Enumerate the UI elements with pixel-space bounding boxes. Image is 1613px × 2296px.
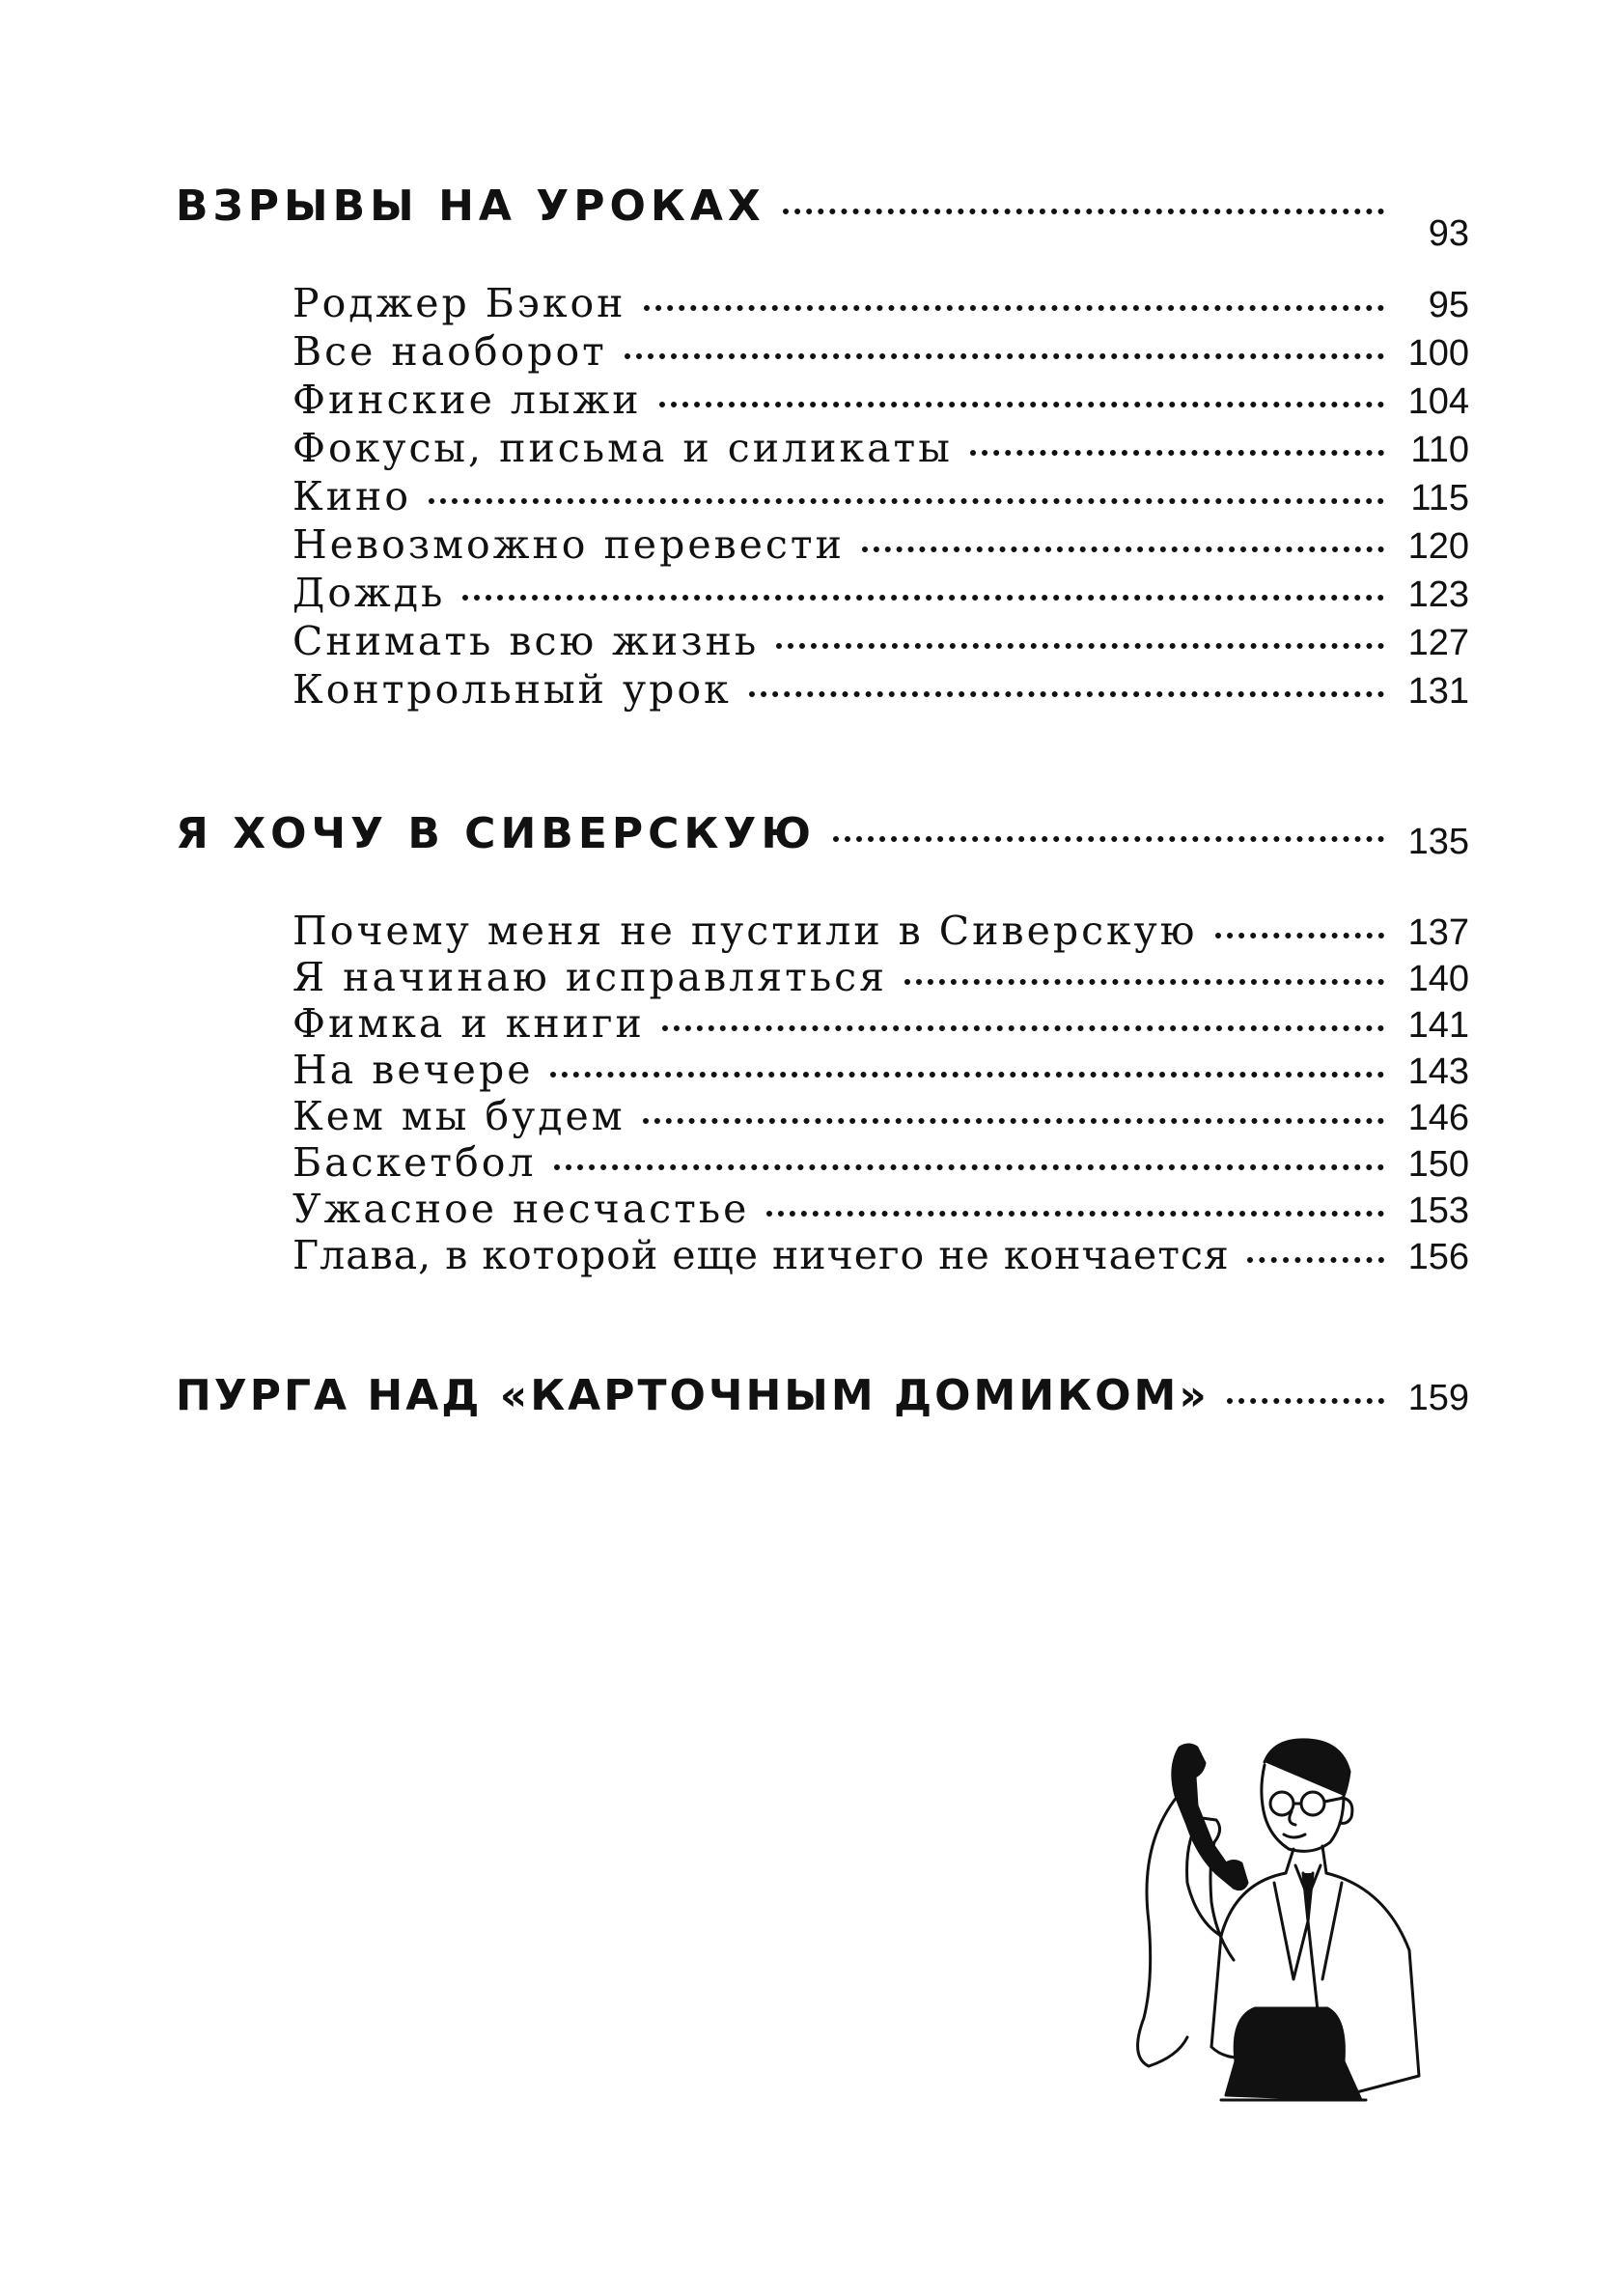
page-number: 93 [1428, 213, 1469, 254]
page-number: 141 [1407, 1005, 1469, 1046]
entry-title: На вечере [292, 1047, 534, 1093]
entry-title: Глава, в которой еще ничего не кончается [292, 1232, 1230, 1278]
toc-entry [292, 1232, 1469, 1278]
dot-leader [659, 402, 1384, 407]
toc-entry [292, 1139, 1469, 1186]
dot-leader [550, 1072, 1384, 1078]
toc-entry [292, 954, 1469, 1000]
entry-title: Я начинаю исправляться [292, 954, 887, 1000]
entry-title: Кем мы будем [292, 1093, 626, 1139]
dot-leader [783, 209, 1384, 214]
section-heading [176, 1371, 1469, 1439]
section-heading [176, 182, 1469, 254]
toc-entry [292, 1093, 1469, 1139]
toc-entry [292, 280, 1469, 326]
dot-leader [904, 979, 1384, 985]
section-title: ВЗРЫВЫ НА УРОКАХ [176, 182, 765, 231]
page-number: 95 [1428, 285, 1469, 325]
page-number: 135 [1407, 822, 1469, 862]
page-number: 146 [1407, 1098, 1469, 1138]
dot-leader [462, 595, 1384, 601]
page-number: 115 [1410, 478, 1469, 518]
dot-leader [833, 836, 1384, 842]
page-number: 123 [1407, 574, 1469, 615]
dot-leader [776, 643, 1384, 649]
toc-entry [292, 377, 1469, 423]
entry-title: Фокусы, письма и силикаты [292, 425, 953, 471]
toc-entry [292, 570, 1469, 616]
entry-title: Роджер Бэкон [292, 280, 626, 326]
dot-leader [766, 1211, 1384, 1217]
dot-leader [970, 450, 1384, 456]
dot-leader [644, 305, 1384, 311]
toc-entry [292, 473, 1469, 519]
toc-entry [292, 1186, 1469, 1232]
toc-entry [292, 666, 1469, 713]
man-on-telephone-icon [1120, 1728, 1438, 2143]
page-number: 127 [1407, 623, 1469, 663]
section-title: Я ХОЧУ В СИВЕРСКУЮ [176, 809, 816, 858]
page-number: 156 [1407, 1237, 1469, 1277]
section-heading [176, 809, 1469, 877]
toc-entry [292, 908, 1469, 954]
toc-entry [292, 618, 1469, 664]
dot-leader [749, 691, 1384, 697]
entry-title: Кино [292, 473, 412, 519]
entry-title: Финские лыжи [292, 377, 642, 423]
entry-title: Контрольный урок [292, 666, 732, 713]
entry-title: Снимать всю жизнь [292, 618, 760, 664]
page-number: 150 [1407, 1144, 1469, 1185]
entry-title: Баскетбол [292, 1139, 537, 1186]
page-number: 140 [1407, 959, 1469, 999]
page-number: 153 [1407, 1190, 1469, 1231]
page-number: 159 [1407, 1378, 1469, 1418]
page-number: 143 [1407, 1051, 1469, 1092]
dot-leader [662, 1025, 1384, 1031]
dot-leader [625, 353, 1384, 359]
entry-title: Ужасное несчастье [292, 1186, 750, 1232]
entry-title: Почему меня не пустили в Сиверскую [292, 908, 1198, 954]
dot-leader [1247, 1257, 1384, 1263]
toc-entry [292, 521, 1469, 568]
toc-entry [292, 425, 1469, 471]
page-number: 100 [1407, 333, 1469, 374]
toc-entry [292, 328, 1469, 375]
dot-leader [554, 1164, 1384, 1170]
dot-leader [1227, 1398, 1384, 1404]
section-title: ПУРГА НАД «КАРТОЧНЫМ ДОМИКОМ» [176, 1371, 1210, 1420]
dot-leader [862, 546, 1384, 552]
dot-leader [1215, 933, 1385, 938]
page-number: 131 [1407, 671, 1469, 712]
entry-title: Невозможно перевести [292, 521, 845, 568]
page-number: 110 [1410, 430, 1469, 470]
dot-leader [643, 1118, 1384, 1124]
toc-entry [292, 1047, 1469, 1093]
entry-title: Все наоборот [292, 328, 607, 375]
page-number: 104 [1407, 381, 1469, 422]
dot-leader [429, 498, 1384, 504]
page-number: 137 [1407, 912, 1469, 953]
entry-title: Фимка и книги [292, 1000, 645, 1047]
page-number: 120 [1407, 526, 1469, 567]
entry-title: Дождь [292, 570, 446, 616]
toc-entry [292, 1000, 1469, 1047]
